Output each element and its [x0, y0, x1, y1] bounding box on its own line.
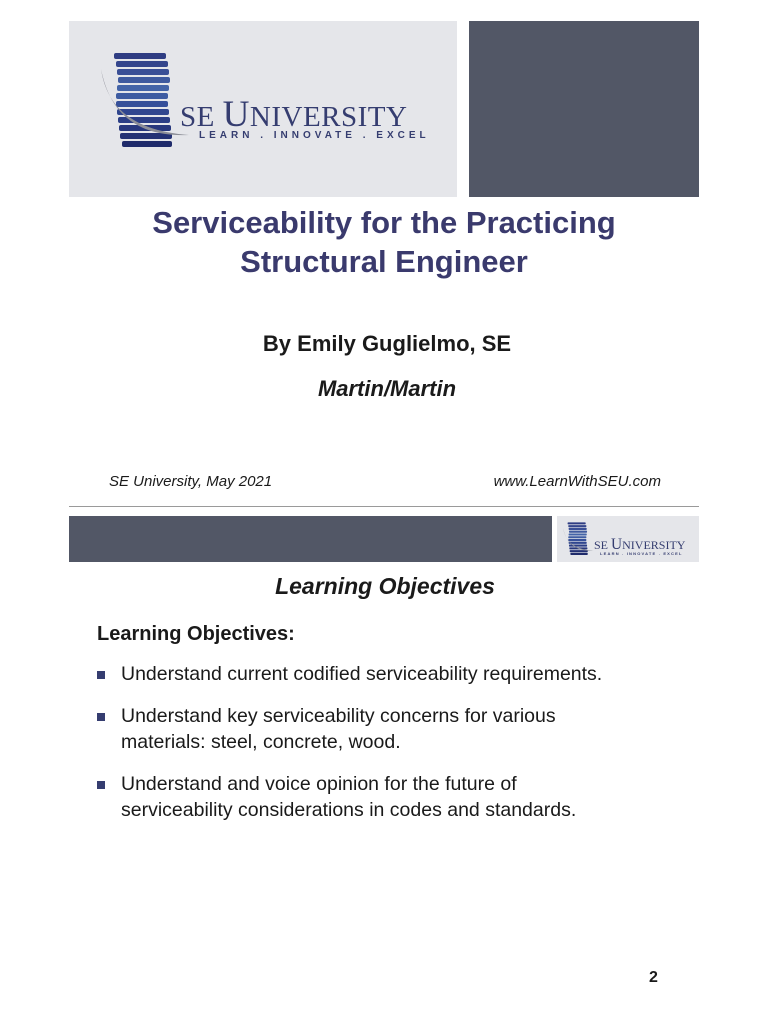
slide1-dark-panel — [469, 21, 699, 197]
slide2-logo-panel — [557, 516, 699, 562]
title-line-1: Serviceability for the Practicing — [152, 205, 616, 240]
small-logo-rest: NIVERSITY — [622, 538, 686, 552]
list-item-line: Understand key serviceability concerns for various — [121, 705, 556, 727]
footer-date: SE University, May 2021 — [109, 473, 273, 490]
slide2-dark-panel — [69, 516, 552, 562]
bullet-square-icon — [97, 671, 105, 679]
page-number: 2 — [649, 969, 658, 986]
bullet-square-icon — [97, 713, 105, 721]
logo-tagline: LEARN . INNOVATE . EXCEL — [199, 130, 430, 141]
objectives-list — [97, 661, 677, 839]
logo-first-letter: U — [222, 94, 250, 135]
bullet-square-icon — [97, 781, 105, 789]
logo-initials: SE — [180, 101, 215, 133]
list-item-line: Understand and voice opinion for the future of — [121, 773, 517, 795]
list-item-line: Understand current codified serviceability requirements. — [121, 663, 603, 685]
slide-divider — [69, 506, 699, 507]
list-item — [97, 661, 677, 687]
slide2-heading: Learning Objectives — [275, 573, 495, 599]
list-item-line: materials: steel, concrete, wood. — [121, 731, 401, 753]
list-item — [97, 771, 677, 823]
list-item-line: serviceability considerations in codes and standards. — [121, 799, 577, 821]
slide2-subheading: Learning Objectives: — [97, 623, 295, 645]
se-university-logo-icon — [95, 49, 190, 158]
slide1-title — [69, 203, 699, 281]
footer-website-link[interactable]: www.LearnWithSEU.com — [493, 473, 661, 490]
company: Martin/Martin — [317, 376, 457, 401]
slide1-logo-panel — [69, 21, 457, 197]
list-item — [97, 703, 677, 755]
logo-rest: NIVERSITY — [249, 101, 408, 133]
title-line-2: Structural Engineer — [240, 244, 528, 279]
se-university-small-logo-icon — [561, 520, 594, 563]
small-logo-first-letter: U — [611, 536, 623, 553]
small-logo-tagline: LEARN . INNOVATE . EXCEL — [600, 551, 683, 556]
small-logo-initials: SE — [594, 538, 609, 552]
author: By Emily Guglielmo, SE — [262, 331, 512, 356]
